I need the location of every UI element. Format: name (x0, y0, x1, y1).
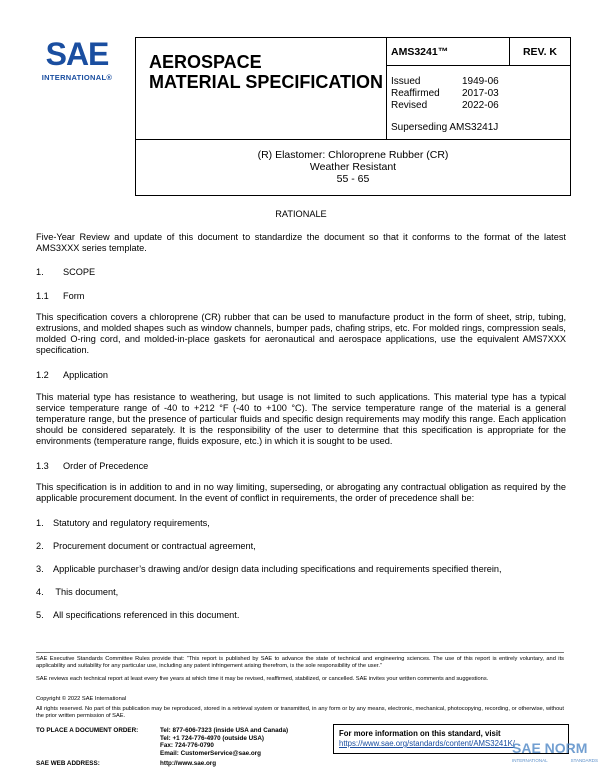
subject-line-2: Weather Resistant (309, 161, 397, 173)
web-link[interactable]: http://www.sae.org (160, 760, 217, 767)
section-number: 1. (36, 267, 44, 277)
sae-logo (36, 37, 118, 87)
contact-line: Tel: 877-606-7323 (inside USA and Canada) (160, 727, 289, 734)
date-label: Reaffirmed (391, 88, 440, 99)
section-title: Order of Precedence (63, 461, 149, 471)
subject-line-3: 55 - 65 (336, 173, 370, 185)
section-number: 1.2 (36, 370, 49, 380)
date-value: 2022-06 (462, 100, 499, 111)
rationale-heading: RATIONALE (275, 209, 327, 219)
logo-word: SAE (45, 36, 109, 72)
superseding-note: Superseding AMS3241J (391, 122, 499, 133)
date-value: 1949-06 (462, 76, 499, 87)
list-text: Applicable purchaser’s drawing and/or design data including specifications and requirements specified therein, (53, 564, 502, 574)
standard-url-link[interactable]: https://www.sae.org/standards/content/AMS3241K/ (339, 739, 515, 748)
logo-subtitle: INTERNATIONAL® (41, 73, 113, 82)
date-block (387, 66, 570, 139)
review-text: SAE reviews each technical report at least every five years at which time it may be revised, reaffirmed, stabilized, or cancelled. SAE invites your written comments and suggestions. (36, 676, 489, 682)
section-number: 1.3 (36, 461, 49, 471)
date-label: Revised (391, 100, 428, 111)
contact-row (36, 742, 336, 750)
subject-line-1: (R) Elastomer: Chloroprene Rubber (CR) (257, 149, 449, 161)
contact-row (36, 727, 336, 735)
document-subject (135, 140, 571, 196)
section-1-2-text: This material type has resistance to weathering, but usage is not limited to such applications. This material type has a typical service temperature range of -40 to +212 °F (-40 to +100 °C). The service temperature range of the material is a general temperature range, but the presence of particular fluids and specific design requirements may modify this range. Each application should be considered separately. It is the responsibility of the user to determine that this specification is appropriate for the environments (temperature range, fluids exposure, etc.) in which it is sought to be used. (36, 392, 566, 446)
more-info-title: For more information on this standard, visit (339, 729, 501, 738)
list-number: 5. (36, 610, 44, 620)
date-row-reaffirmed (391, 88, 570, 100)
list-text: This document, (53, 587, 119, 597)
header-box (135, 37, 571, 140)
section-1-3-heading (36, 461, 566, 472)
order-label: TO PLACE A DOCUMENT ORDER: (36, 727, 139, 734)
document-type-title (136, 38, 387, 139)
list-text: Procurement document or contractual agreement, (53, 541, 256, 551)
watermark-sub-left: INTERNATIONAL (512, 758, 548, 763)
committee-rules-text: SAE Executive Standards Committee Rules provide that: “This report is published by SAE to advance the state of technical and engineering sciences. The use of this report is entirely voluntary, and its applicability and suitability for any particular use, including any patent infringement arising therefrom, is the sole responsibility of the user.” (36, 656, 564, 669)
section-1-1-heading (36, 291, 566, 302)
list-text: All specifications referenced in this document. (53, 610, 240, 620)
web-address-row (36, 760, 216, 767)
list-item (36, 564, 566, 575)
contact-line: Fax: 724-776-0790 (160, 742, 214, 749)
list-text: Statutory and regulatory requirements, (53, 518, 210, 528)
watermark-subtitle (512, 758, 598, 763)
document-number: AMS3241™ (387, 38, 510, 66)
section-number: 1.1 (36, 291, 49, 301)
list-number: 2. (36, 541, 44, 551)
date-row-issued (391, 76, 570, 88)
section-1-heading (36, 267, 566, 278)
contact-row (36, 750, 336, 758)
section-1-1-text: This specification covers a chloroprene (CR) rubber that can be used to manufacture product in the form of sheet, strip, tubing, extrusions, and molded shapes such as window channels, bumper pads, chafing strips, etc. For molded rings, compression seals, molded O-ring cord, and molded-in-place gaskets for aeronautical and aerospace applications, use the equivalent AMS7XXX specification. (36, 312, 566, 355)
list-item (36, 610, 566, 621)
list-item (36, 587, 566, 598)
email-link[interactable]: Email: CustomerService@sae.org (160, 749, 261, 757)
section-1-3-text: This specification is in addition to and in no way limiting, superseding, or abrogating any contractual obligation as required by the applicable procurement document. In the event of conflict in requirements, the order of precedence shall be: (36, 482, 566, 503)
list-number: 3. (36, 564, 44, 574)
revision-label: REV. K (510, 38, 570, 66)
watermark-sub-right: STANDARDS (570, 758, 598, 763)
contact-line: Tel: +1 724-776-4970 (outside USA) (160, 734, 264, 742)
list-item (36, 518, 566, 529)
rights-text: All rights reserved. No part of this publication may be reproduced, stored in a retrieval system or transmitted, in any form or by any means, electronic, mechanical, photocopying, recording, or otherwise, without the prior written permission of SAE. (36, 706, 564, 719)
list-item (36, 541, 566, 552)
date-value: 2017-03 (462, 88, 499, 99)
watermark-text: SAE NORM (512, 740, 588, 756)
title-line-1: AEROSPACE (149, 52, 262, 72)
date-row-revised (391, 100, 570, 112)
list-number: 1. (36, 518, 44, 528)
footer-divider (36, 652, 564, 653)
section-title: Form (63, 291, 85, 301)
watermark-logo (498, 740, 600, 776)
title-line-2: MATERIAL SPECIFICATION (149, 72, 383, 92)
list-number: 4. (36, 587, 44, 597)
date-label: Issued (391, 76, 421, 87)
rationale-text: Five-Year Review and update of this document to standardize the document so that it conforms to the format of the latest AMS3XXX series template. (36, 232, 566, 253)
order-contact-block (36, 727, 336, 757)
section-1-2-heading (36, 370, 566, 381)
copyright-text: Copyright © 2022 SAE International (36, 696, 127, 702)
web-label: SAE WEB ADDRESS: (36, 760, 100, 767)
section-title: SCOPE (63, 267, 96, 277)
contact-row (36, 735, 336, 743)
section-title: Application (63, 370, 108, 380)
